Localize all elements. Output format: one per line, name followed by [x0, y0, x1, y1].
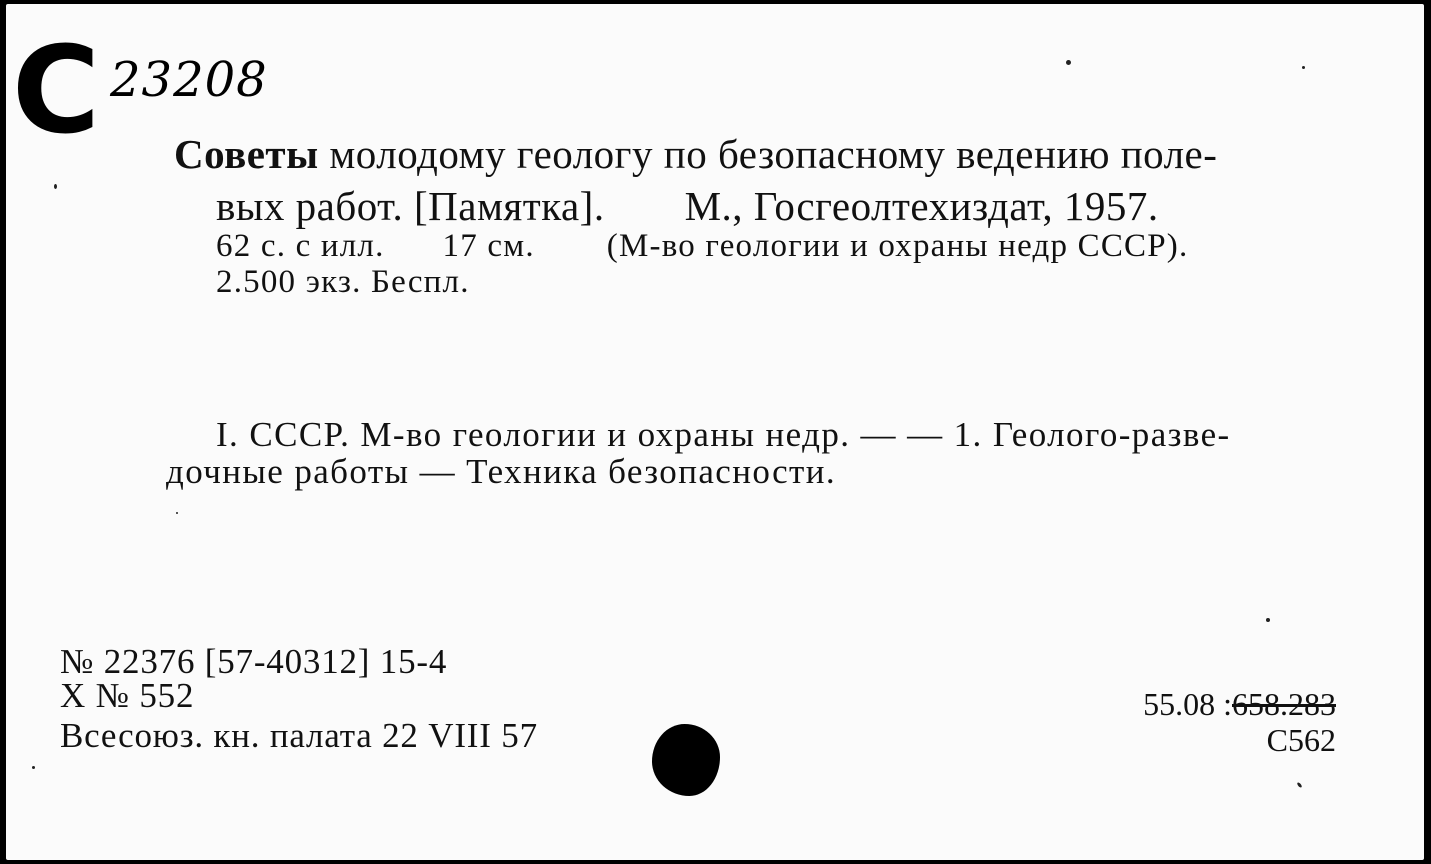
dust-speck: [1302, 66, 1305, 69]
registration-line-3: Всесоюз. кн. палата 22 VIII 57: [60, 716, 538, 755]
registration-line-2: X № 552: [60, 676, 195, 715]
title-rest: молодому геологу по безопасному ведению поле-: [318, 131, 1218, 177]
ink-blot: [652, 724, 720, 796]
title-continuation: вых работ. [Памятка].: [216, 183, 605, 229]
title-line-2: [216, 183, 1159, 229]
classification-prefix: 55.08 :: [1143, 686, 1232, 722]
dust-speck: [1296, 782, 1302, 789]
subject-headings-line-2: дочные работы — Техника безопасности.: [166, 452, 837, 491]
dust-speck: [32, 766, 35, 769]
subject-headings-line-1: I. СССР. М-во геологии и охраны недр. — — 1. Геолого-разве-: [216, 415, 1231, 454]
title-line-1: [174, 131, 1218, 177]
call-number-letter: С: [12, 22, 101, 161]
series: (М-во геологии и охраны недр СССР).: [606, 228, 1189, 264]
publication-info: М., Госгеолтехиздат, 1957.: [684, 183, 1159, 229]
catalog-card: [6, 4, 1424, 860]
title-bold-word: Советы: [174, 131, 319, 177]
dust-speck: [176, 512, 178, 514]
copies-price: 2.500 экз. Беспл.: [216, 264, 470, 300]
dust-speck: [1266, 618, 1270, 622]
dust-speck: [1066, 60, 1071, 65]
size: 17 см.: [442, 228, 535, 264]
registration-line-1: № 22376 [57-40312] 15-4: [60, 642, 448, 681]
dust-speck: [54, 184, 57, 189]
classification-index: [1143, 688, 1336, 720]
call-number-handwritten: 23208: [110, 52, 268, 108]
author-mark: С562: [1266, 722, 1336, 758]
pages: 62 с. с илл.: [216, 228, 385, 264]
collation-line: [216, 230, 1188, 263]
classification-struck: 658.283: [1232, 686, 1336, 722]
